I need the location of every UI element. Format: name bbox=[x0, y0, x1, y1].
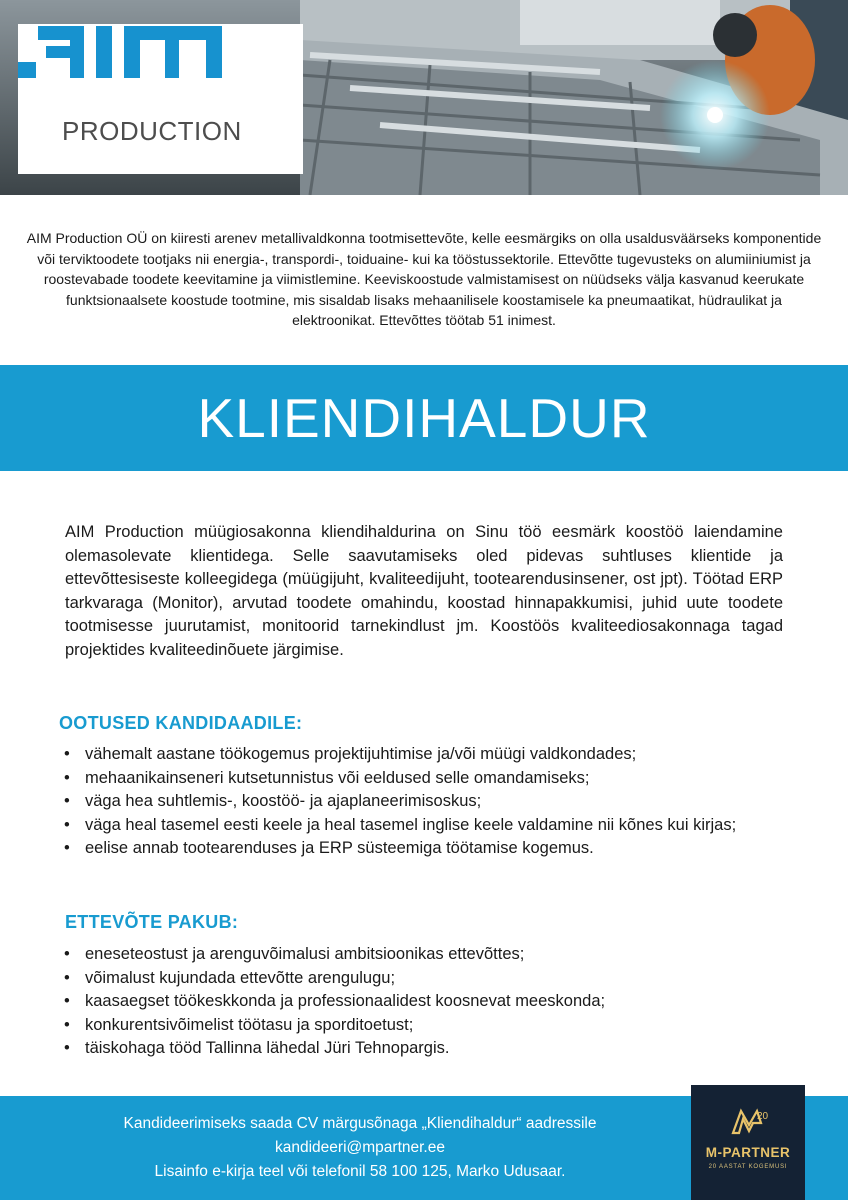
offers-heading: ETTEVÕTE PAKUB: bbox=[65, 912, 239, 932]
m-partner-name: M-PARTNER bbox=[705, 1145, 791, 1160]
application-instructions: Kandideerimiseks saada CV märgusõnaga „Kliendihaldur“ aadressile bbox=[123, 1115, 597, 1132]
application-email-link[interactable]: kandideeri@mpartner.ee bbox=[275, 1139, 445, 1156]
list-item: • väga hea suhtlemis-, koostöö- ja ajaplaneerimisoskus; bbox=[62, 790, 736, 814]
job-description: AIM Production müügiosakonna kliendihaldurina on Sinu töö eesmärk koostöö laiendamine olemasolevate klientidega. Selle saavutamiseks oled pidevas suhtluses klientide ja ettevõttesiseste kolleegidega (müügijuht, kvaliteedijuht, tootearendusinsener, ost jpt). Töötad ERP tarkvaraga (Monitor), arvutad toodete omahindu, koostad hinnapakkumisi, juhid uute toodete tootmisesse juurutamist, monitoorid tarnekindlust jm. Koostöös kvaliteediosakonnaga tagad projektides kvaliteedinõuete järgimise. bbox=[65, 523, 783, 659]
m-partner-logo bbox=[691, 1085, 805, 1200]
application-info bbox=[60, 1112, 660, 1184]
offers-list bbox=[62, 943, 605, 1061]
m-partner-emblem-icon bbox=[731, 1105, 771, 1141]
list-item: • kaasaegset töökeskkonda ja professionaalidest koosnevat meeskonda; bbox=[62, 990, 605, 1014]
contact-info: Lisainfo e-kirja teel või telefonil 58 100 125, Marko Udusaar. bbox=[154, 1163, 566, 1180]
list-item: • võimalust kujundada ettevõtte arengulugu; bbox=[62, 967, 605, 991]
list-item: • eelise annab tootearenduses ja ERP süsteemiga töötamise kogemus. bbox=[62, 837, 736, 861]
list-item: • mehaanikainseneri kutsetunnistus või eeldused selle omandamiseks; bbox=[62, 767, 736, 791]
hero-photo bbox=[0, 0, 848, 195]
list-item: • eneseteostust ja arenguvõimalusi ambitsioonikas ettevõttes; bbox=[62, 943, 605, 967]
list-item: • täiskohaga tööd Tallinna lähedal Jüri Tehnopargis. bbox=[62, 1037, 605, 1061]
company-intro: AIM Production OÜ on kiiresti arenev metallivaldkonna tootmisettevõte, kelle eesmärgiks on olla usaldusväärseks komponentide või terviktoodete tootjaks nii energia-, transpordi-, toiduaine- kui ka tööstussektorile. Ettevõtte tugevusteks on alumiiniumist ja roostevabade toodete keevitamine ja viimistlemine. Keeviskoostude valmistamisest on nüüdseks välja kasvanud keerukate funktsionaalsete koostude tootmine, mis sisaldab lisaks mehaanilisele koostamisele ka pneumaatikat, hüdraulikat ja elektroonikat. Ettevõttes töötab 51 inimest. bbox=[26, 230, 822, 328]
list-item: • väga heal tasemel eesti keele ja heal tasemel inglise keele valdamine nii kõnes kui kirjas; bbox=[62, 814, 736, 838]
company-logo bbox=[18, 24, 303, 174]
job-title-band bbox=[0, 365, 848, 471]
anniversary-number: 20 bbox=[757, 1111, 769, 1122]
aim-logo-icon bbox=[18, 24, 223, 80]
job-title: KLIENDIHALDUR bbox=[197, 387, 651, 449]
m-partner-tagline: 20 AASTAT KOGEMUSI bbox=[708, 1164, 788, 1170]
requirements-list bbox=[62, 743, 736, 861]
list-item: • vähemalt aastane töökogemus projektijuhtimise ja/või müügi valdkondades; bbox=[62, 743, 736, 767]
requirements-heading: OOTUSED KANDIDAADILE: bbox=[59, 713, 303, 733]
list-item: • konkurentsivõimelist töötasu ja sporditoetust; bbox=[62, 1014, 605, 1038]
logo-subtitle: PRODUCTION bbox=[62, 116, 242, 146]
